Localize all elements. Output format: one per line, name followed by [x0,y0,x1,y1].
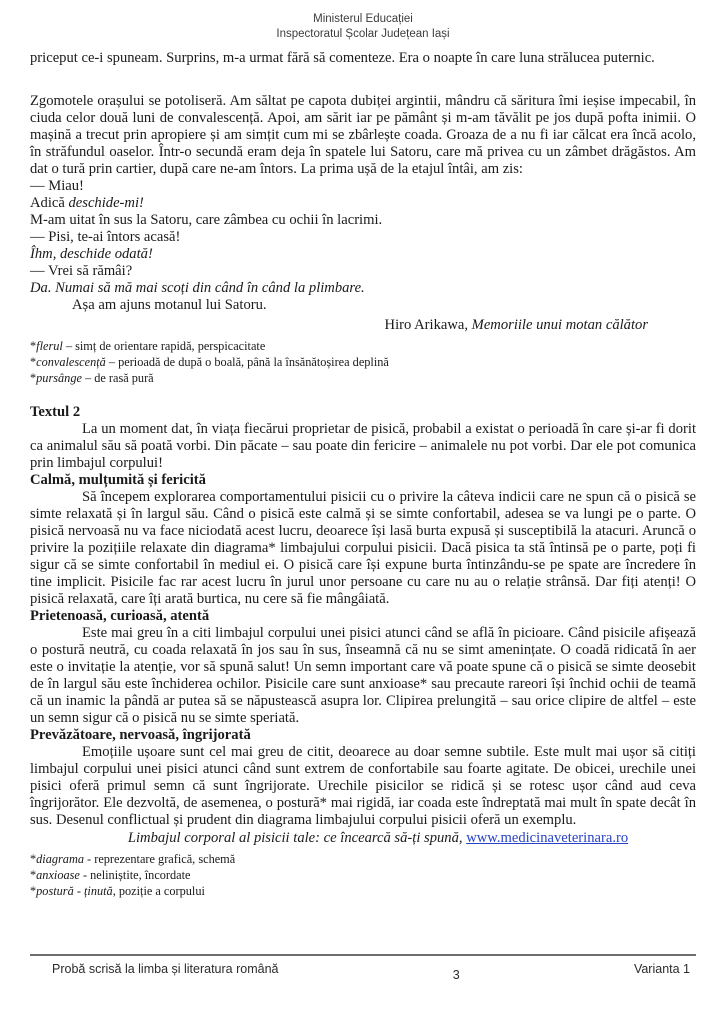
ministry-title: Ministerul Educației [313,13,413,25]
footer-exam-label: Probă scrisă la limba și literatura română [52,962,279,976]
footnote-definition: – simț de orientare rapidă, perspicacitate [62,338,266,353]
dialogue-italic-text: deschide-mi! [68,194,144,211]
document-body [30,50,696,899]
footnote-marker: * [30,338,37,353]
footnote-convalescenta [30,354,696,370]
work-title: Memoriile unui motan călător [471,316,648,333]
page-number: 3 [452,968,460,982]
footnote-definition: - reprezentare grafică, schemă [83,851,236,866]
footnote-definition: – perioadă de după o boală, până la însănătoșirea deplină [105,354,389,369]
footnote-marker: * [30,867,37,882]
dialogue-text: Adică [30,194,69,211]
footnote-diagrama [30,851,696,867]
footnote-definition: – de rasă pură [81,370,154,385]
footnote-term: pursânge [36,370,82,385]
footnote-pursange [30,370,696,386]
section-heading-prevazatoare: Prevăzătoare, nervoasă, îngrijorată [30,726,251,743]
section-paragraph-prietenoasa: Este mai greu în a citi limbajul corpului unei pisici atunci când se află în picioare. Când pisicile afișează o postură neutră, cu coada relaxată în jos sau în sus, înseamnă că nu se simt amenințate. O coadă ridicată în aer este o invitație la atenție, vor să spună salut! Un semn important care vă poate spune că o pisică se simte deosebit de în largul său este închiderea ochilor. Pisicile care sunt anxioase* sau precaute rareori își închid ochii de teamă că un inamic la pândă ar putea să se năpustească asupra lor. Clipirea prelungită – sau orice clipire de altfel – este un semn sigur că o pisică nu se simte speriată. [30,624,696,726]
footnote-term: diagrama [36,851,84,866]
footnote-marker: * [30,883,37,898]
textul2-heading: Textul 2 [30,403,81,420]
footnote-marker: * [30,354,37,369]
continuation-paragraph: priceput ce-i spuneam. Surprins, m-a urmat fără să comenteze. Era o noapte în care luna strălucea puternic. [30,49,655,66]
author-name: Hiro Arikawa, [384,316,472,333]
dialogue-line-asa: Așa am ajuns motanul lui Satoru. [72,296,267,313]
footnote-separator: - [73,883,84,898]
dialogue-line-da: Da. Numai să mă mai scoți din când în când la plimbare. [30,279,365,296]
footer-variant-label: Varianta 1 [633,962,690,976]
footnote-definition-rest: , poziție a corpului [112,883,205,898]
footnote-postura [30,883,696,899]
page-footer-area [30,954,696,982]
section-heading-calma: Calmă, mulțumită și fericită [30,471,206,488]
source-title: Limbajul corporal al pisicii tale: ce încearcă să-ți spună, [127,829,467,846]
footnote-flerul [30,338,696,354]
dialogue-line-miau: — Miau! [30,177,84,194]
dialogue-line-ihm: Îhm, deschide odată! [30,245,153,262]
footnote-term: convalescență [36,354,106,369]
footnote-term: flerul [36,338,63,353]
footnote-marker: * [30,370,37,385]
page-footer [30,956,696,982]
dialogue-line-vrei: — Vrei să rămâi? [30,262,133,279]
page-header [30,12,696,42]
inspectorate-title: Inspectoratul Școlar Județean Iași [276,27,450,40]
section-paragraph-calma: Să începem explorarea comportamentului pisicii cu o privire la câteva indicii care ne spun că o pisică se simte relaxată și în largul său. Când o pisică este calmă și se simte confortabil, adesea se va lungi pe o parte. O pisică nervoasă nu va face niciodată acest lucru, deoarece își lasă burta expusă și susceptibilă la atacuri. Aruncă o privire la pozițiile relaxate din diagrama* limbajului corpului pisicii. Dacă pisica ta stă întinsă pe o parte, poți fi sigur că se simte confortabil în mediul ei. O pisică care își expune burta întinzându-se pe spate are încredere în tine implicit. Pisicile fac rar acest lucru în jurul unor persoane cu care nu au o relație strânsă. Dar fiți atenți! O pisică relaxată, care îți arată burtica, nu cere să fie mângâiată. [30,488,696,607]
textul2-intro-paragraph: La un moment dat, în viața fiecărui proprietar de pisică, probabil a existat o perioadă în care și-ar fi dorit ca animalul său să poată vorbi. Din păcate – sau poate din fericire – animalele nu pot vorbi. Dar ele pot comunica prin limbajul corpului! [30,420,696,471]
narrative-paragraph: Zgomotele orașului se potoliseră. Am săltat pe capota dubiței argintii, mândru că săritura îmi ieșise impecabil, în ciuda celor două luni de convalescență. Apoi, am sărit iar pe pământ și m-am tăvălit pe jos după pofta inimii. O mașină a trecut prin apropiere și am simțit cum mi se zbârlește coada. Groaza de a nu fi iar călcat era încă acolo, în străfundul oaselor. Într-o secundă eram deja în spatele lui Satoru, care mă privea cu un zâmbet drăgăstos. Am dat o tură prin cartier, după care ne-am întors. La prima ușă de la etajul întâi, am zis: [30,92,696,177]
footnote-term: anxioase [36,867,80,882]
footnote-anxioase [30,867,696,883]
footnote-marker: * [30,851,37,866]
section-heading-prietenoasa: Prietenoasă, curioasă, atentă [30,607,210,624]
footnotes-text2 [30,851,696,899]
section-paragraph-prevazatoare: Emoțiile ușoare sunt cel mai greu de citit, deoarece au doar semne subtile. Este mult mai ușor să citiți limbajul corpului unei pisici atunci când sunt extrem de confortabile sau foarte agitate. De obicei, urechile unei pisici oferă primul semn că sunt îngrijorate. Urechile pisicilor se ridică și se rotesc ușor când aud ceva îngrijorător. Ele dezvoltă, de asemenea, o postură* mai rigidă, iar coada este îndreptată mai mult în spate decât în sus. Desenul conflictual și prudent din diagrama limbajului corpului pisicii oferă un exemplu. [30,743,696,828]
dialogue-line-uitat: M-am uitat în sus la Satoru, care zâmbea cu ochii în lacrimi. [30,211,383,228]
attribution-line [30,317,696,334]
footnote-definition-italic: ținută [84,883,113,898]
source-line [30,830,696,847]
dialogue-line-pisi: — Pisi, te-ai întors acasă! [30,228,181,245]
footnote-definition: - neliniștite, încordate [79,867,191,882]
footnote-term: postură [36,883,74,898]
source-link[interactable]: www.medicinaveterinara.ro [466,829,629,846]
footnotes-text1 [30,338,696,386]
dialogue-line-adica [30,195,696,212]
